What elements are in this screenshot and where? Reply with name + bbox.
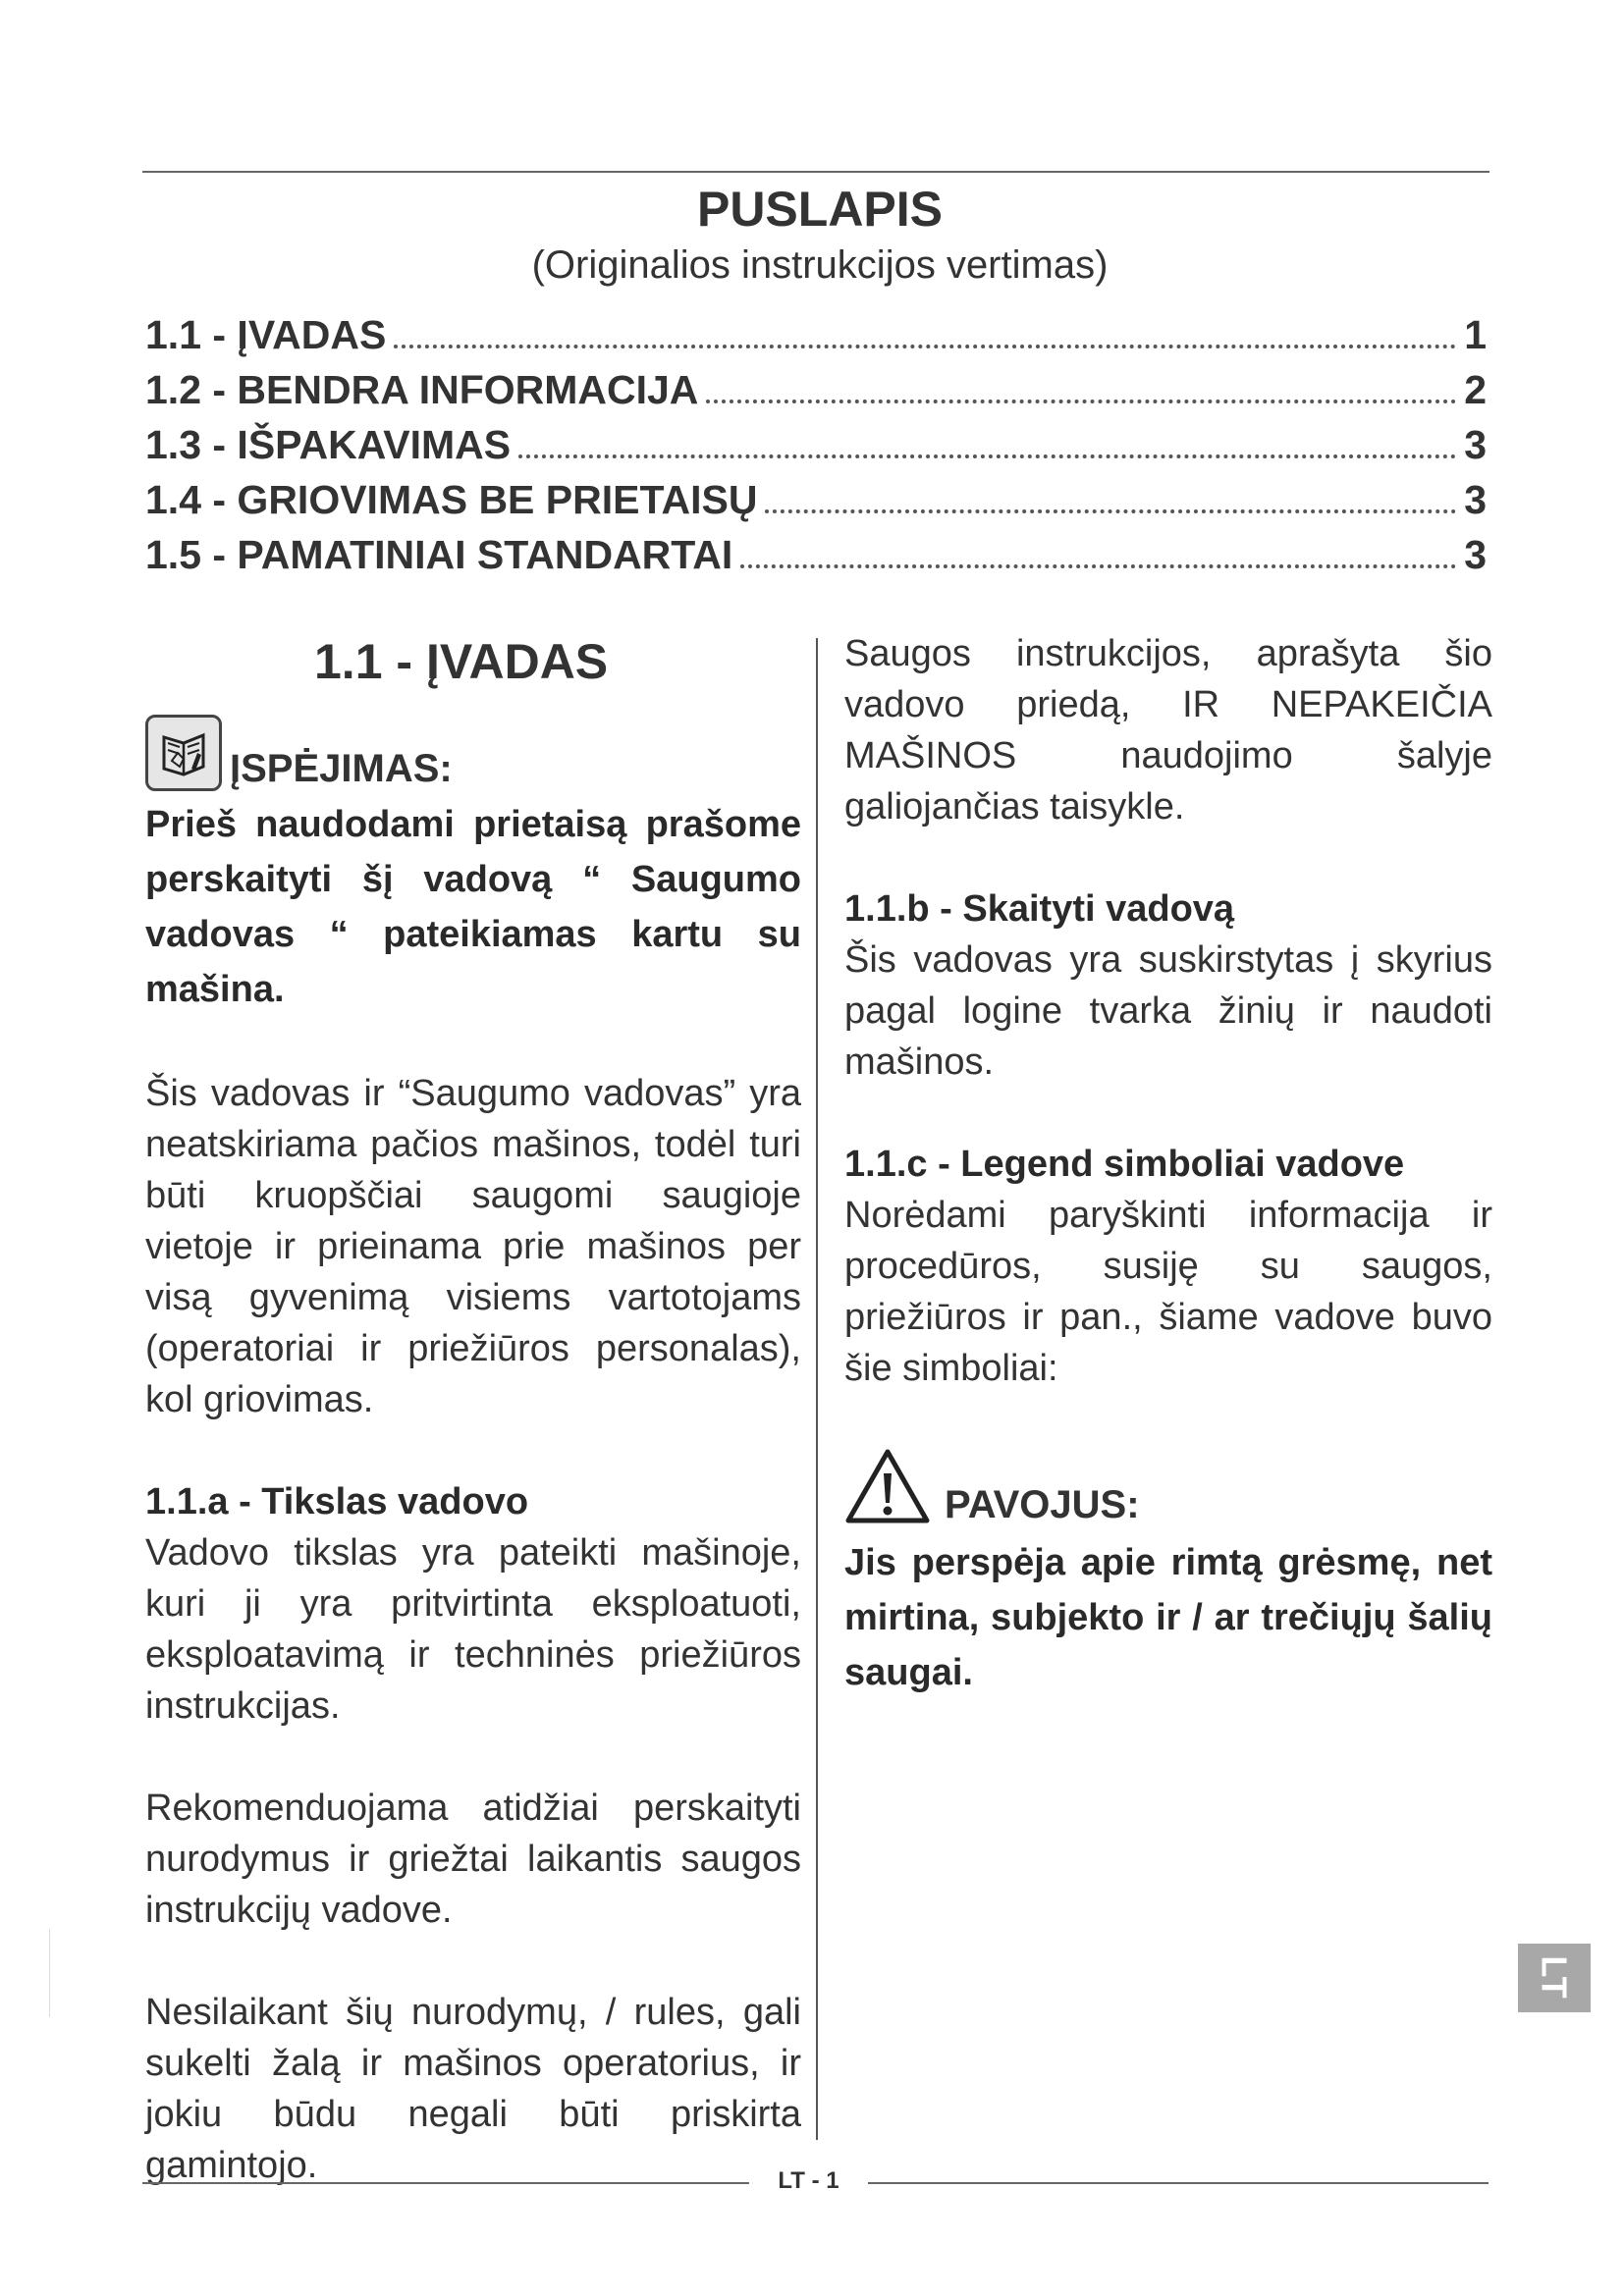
subsection-heading-b: 1.1.b - Skaityti vadovą (844, 888, 1235, 930)
footer-rule-left (142, 2182, 749, 2184)
warning-label: ĮSPĖJIMAS: (230, 747, 453, 790)
toc-entry-page: 3 (1464, 532, 1487, 577)
toc-entry[interactable] (145, 367, 1487, 422)
toc-leader-dots (518, 454, 1456, 458)
toc-entry-title: 1.1 - ĮVADAS (145, 312, 387, 357)
toc-entry-title: 1.5 - PAMATINIAI STANDARTAI (145, 532, 733, 577)
page-subtitle: (Originalios instrukcijos vertimas) (531, 243, 1109, 287)
language-tab-label: LT (1535, 1955, 1575, 2001)
subsection-heading-a: 1.1.a - Tikslas vadovo (145, 1481, 529, 1522)
toc-entry[interactable] (145, 422, 1487, 477)
column-divider (816, 638, 818, 2140)
language-tab (1518, 1944, 1591, 2012)
toc-leader-dots (394, 345, 1456, 348)
danger-label: PAVOJUS: (945, 1483, 1140, 1526)
warning-triangle-icon (844, 1448, 931, 1529)
toc-entry[interactable] (145, 477, 1487, 532)
toc-entry[interactable] (145, 532, 1487, 587)
toc-leader-dots (706, 400, 1456, 403)
recommendation-paragraph: Rekomenduojama atidžiai perskaityti nurodymus ir griežtai laikantis saugos instrukcijų vadove. (145, 1788, 801, 1931)
toc-entry[interactable] (145, 312, 1487, 367)
safety-instructions-paragraph: Saugos instrukcijos, aprašyta šio vadovo priedą, IR NEPAKEIČIA MAŠINOS naudojimo šalyje galiojančias taisykle. (844, 633, 1492, 828)
subsection-heading-c: 1.1.c - Legend simboliai vadove (844, 1144, 1405, 1185)
toc-entry-page: 3 (1464, 477, 1487, 522)
reading-paragraph: Šis vadovas yra suskirstytas į skyrius pagal logine tvarka žinių ir naudoti mašinos. (844, 939, 1492, 1083)
table-of-contents (145, 312, 1487, 587)
toc-entry-title: 1.4 - GRIOVIMAS BE PRIETAISŲ (145, 477, 758, 522)
toc-entry-page: 2 (1464, 367, 1487, 412)
margin-mark (49, 1929, 50, 2017)
footer-page-number: LT - 1 (778, 2167, 839, 2194)
page-title: PUSLAPIS (696, 182, 944, 237)
toc-entry-title: 1.3 - IŠPAKAVIMAS (145, 422, 512, 467)
danger-header (844, 1445, 1492, 1529)
right-column (844, 628, 1492, 1700)
toc-leader-dots (765, 509, 1456, 513)
left-column (145, 626, 801, 2191)
top-rule (142, 171, 1489, 173)
intro-paragraph: Šis vadovas ir “Saugumo vadovas” yra neatskiriama pačios mašinos, todėl turi būti kruopščiai saugomi saugioje vietoje ir prieinama prie mašinos per visą gyvenimą visiems vartotojams (operatoriai ir priežiūros personalas), kol griovimas. (145, 1073, 801, 1420)
warning-text: Prieš naudodami prietaisą prašome perskaityti šį vadovą “ Saugumo vadovas “ pateikiamas kartu su mašina. (145, 804, 801, 1010)
toc-entry-page: 3 (1464, 422, 1487, 467)
manual-book-icon (145, 715, 222, 791)
liability-paragraph: Nesilaikant šių nurodymų, / rules, gali sukelti žalą ir mašinos operatorius, ir jokiu būdu negali būti priskirta gamintojo. (145, 1992, 801, 2186)
toc-entry-page: 1 (1464, 312, 1487, 357)
symbols-paragraph: Norėdami paryškinti informacija ir procedūros, susiję su saugos, priežiūros ir pan., šiame vadove buvo šie simboliai: (844, 1195, 1492, 1389)
purpose-paragraph: Vadovo tikslas yra pateikti mašinoje, kuri ji yra pritvirtinta eksploatuoti, eksploatavimą ir techninės priežiūros instrukcijas. (145, 1532, 801, 1727)
warning-header (145, 701, 801, 791)
footer-rule-right (868, 2182, 1489, 2184)
section-heading: 1.1 - ĮVADAS (314, 634, 609, 689)
toc-entry-title: 1.2 - BENDRA INFORMACIJA (145, 367, 699, 412)
danger-text: Jis perspėja apie rimtą grėsmę, net mirtina, subjekto ir / ar trečiųjų šalių saugai. (844, 1542, 1492, 1693)
toc-leader-dots (740, 564, 1456, 568)
